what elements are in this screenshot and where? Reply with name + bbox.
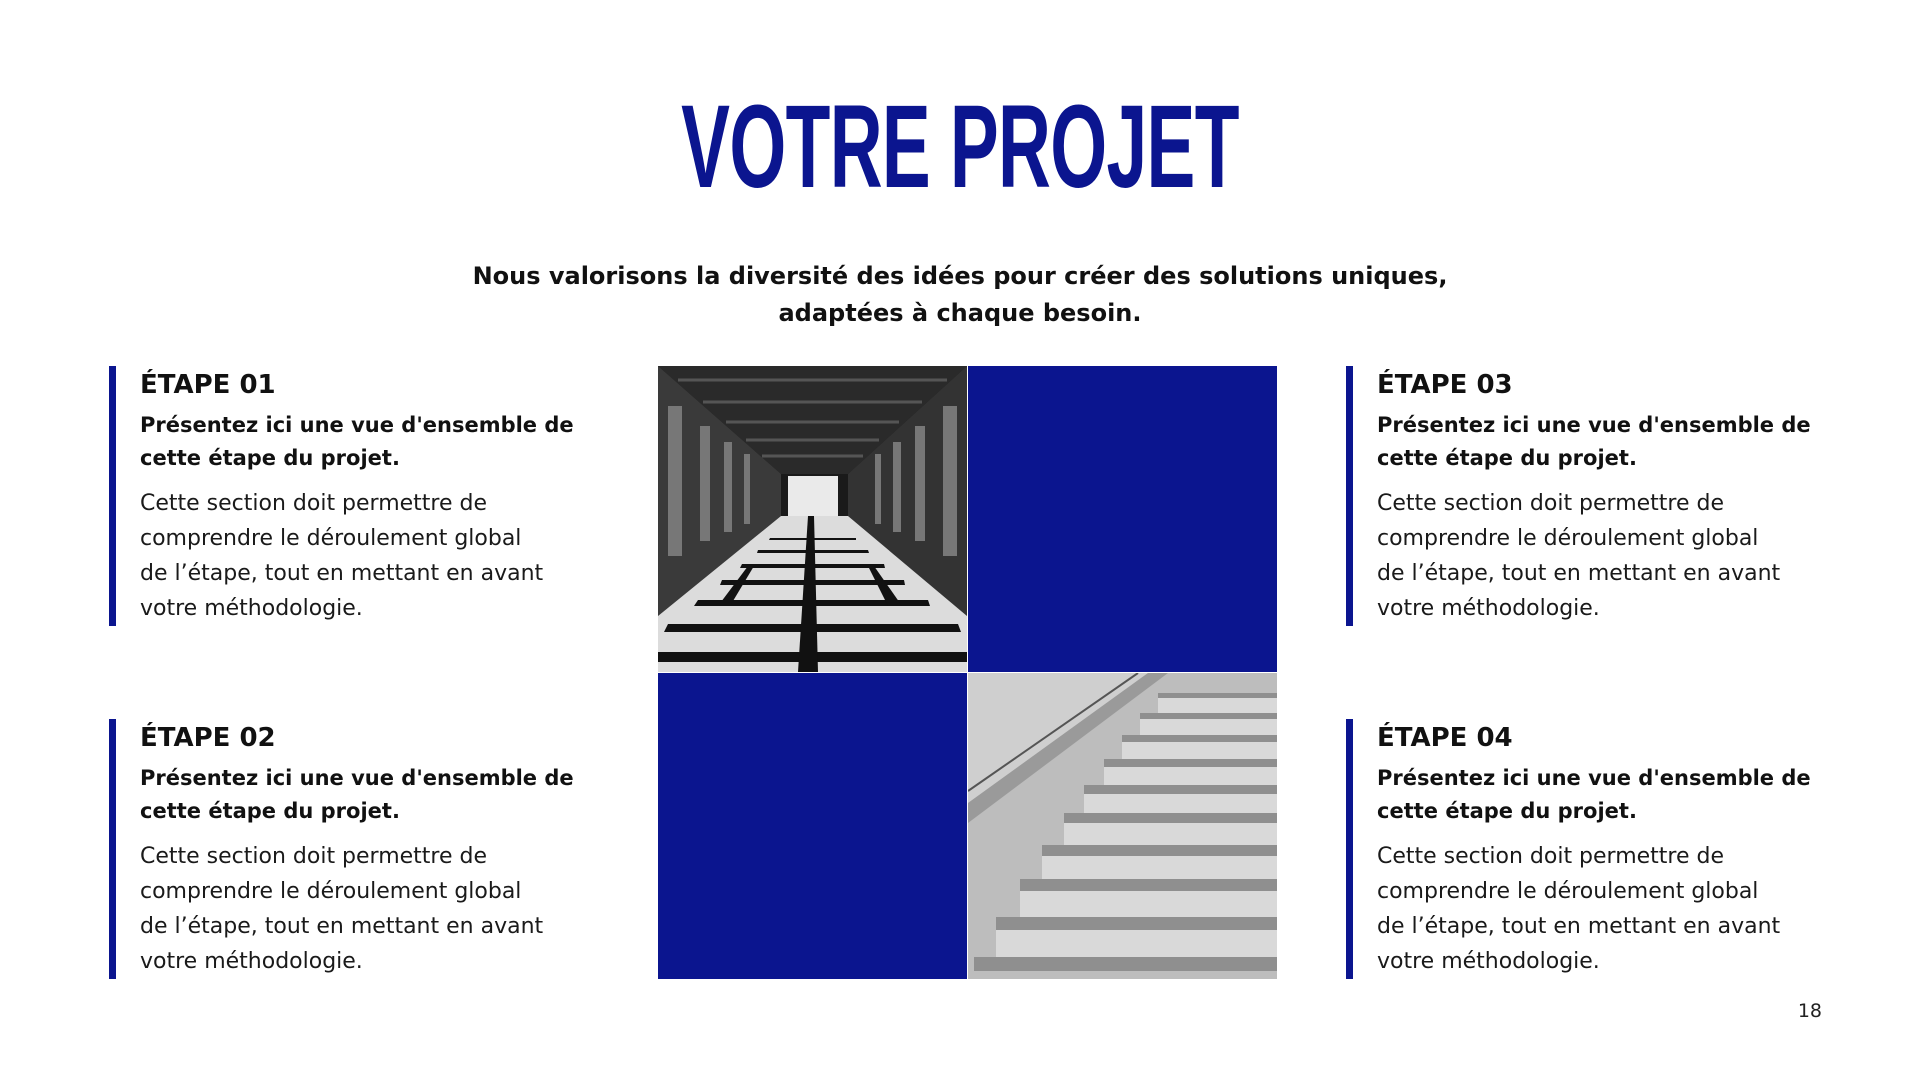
step-body-line: Cette section doit permettre de — [1377, 491, 1725, 516]
page-number: 18 — [1797, 1000, 1822, 1022]
step-summary-line: Présentez ici une vue d'ensemble de — [1377, 413, 1811, 437]
step-body-line: comprendre le déroulement global — [140, 879, 522, 904]
step-body — [140, 839, 579, 979]
step-body-line: comprendre le déroulement global — [1377, 526, 1759, 551]
slide-title: VOTRE PROJET — [681, 81, 1239, 213]
step-02-block — [109, 719, 579, 979]
blue-block-bottom-left — [658, 673, 967, 979]
subtitle-line-1: Nous valorisons la diversité des idées pour créer des solutions uniques, — [472, 262, 1448, 290]
step-summary-line: cette étape du projet. — [1377, 799, 1637, 823]
step-body-line: Cette section doit permettre de — [1377, 844, 1725, 869]
slide-subtitle — [420, 258, 1500, 332]
step-body-line: Cette section doit permettre de — [140, 844, 488, 869]
step-title: ÉTAPE 02 — [140, 723, 276, 753]
step-01-block — [109, 366, 579, 626]
step-body — [1377, 486, 1816, 626]
step-04-block — [1346, 719, 1816, 979]
step-summary-line: Présentez ici une vue d'ensemble de — [140, 766, 574, 790]
step-summary-line: Présentez ici une vue d'ensemble de — [1377, 766, 1811, 790]
step-body-line: comprendre le déroulement global — [1377, 879, 1759, 904]
step-title: ÉTAPE 01 — [140, 370, 276, 400]
step-summary — [1377, 762, 1816, 828]
step-summary — [140, 762, 579, 828]
step-body-line: de l’étape, tout en mettant en avant — [1377, 914, 1781, 939]
step-summary-line: Présentez ici une vue d'ensemble de — [140, 413, 574, 437]
staircase-photo — [968, 673, 1277, 979]
step-title: ÉTAPE 04 — [1377, 723, 1513, 753]
step-summary-line: cette étape du projet. — [140, 446, 400, 470]
subtitle-line-2: adaptées à chaque besoin. — [778, 299, 1142, 327]
step-body-line: de l’étape, tout en mettant en avant — [140, 561, 544, 586]
step-summary-line: cette étape du projet. — [140, 799, 400, 823]
step-body-line: Cette section doit permettre de — [140, 491, 488, 516]
step-body-line: votre méthodologie. — [140, 949, 363, 974]
step-body-line: votre méthodologie. — [1377, 596, 1600, 621]
corridor-photo — [658, 366, 967, 672]
step-body-line: votre méthodologie. — [140, 596, 363, 621]
step-body-line: de l’étape, tout en mettant en avant — [1377, 561, 1781, 586]
step-title: ÉTAPE 03 — [1377, 370, 1513, 400]
step-body — [140, 486, 579, 626]
step-body-line: comprendre le déroulement global — [140, 526, 522, 551]
step-body-line: de l’étape, tout en mettant en avant — [140, 914, 544, 939]
step-body-line: votre méthodologie. — [1377, 949, 1600, 974]
image-grid — [658, 366, 1278, 980]
step-body — [1377, 839, 1816, 979]
step-03-block — [1346, 366, 1816, 626]
step-summary-line: cette étape du projet. — [1377, 446, 1637, 470]
step-summary — [140, 409, 579, 475]
blue-block-top-right — [968, 366, 1277, 672]
step-summary — [1377, 409, 1816, 475]
